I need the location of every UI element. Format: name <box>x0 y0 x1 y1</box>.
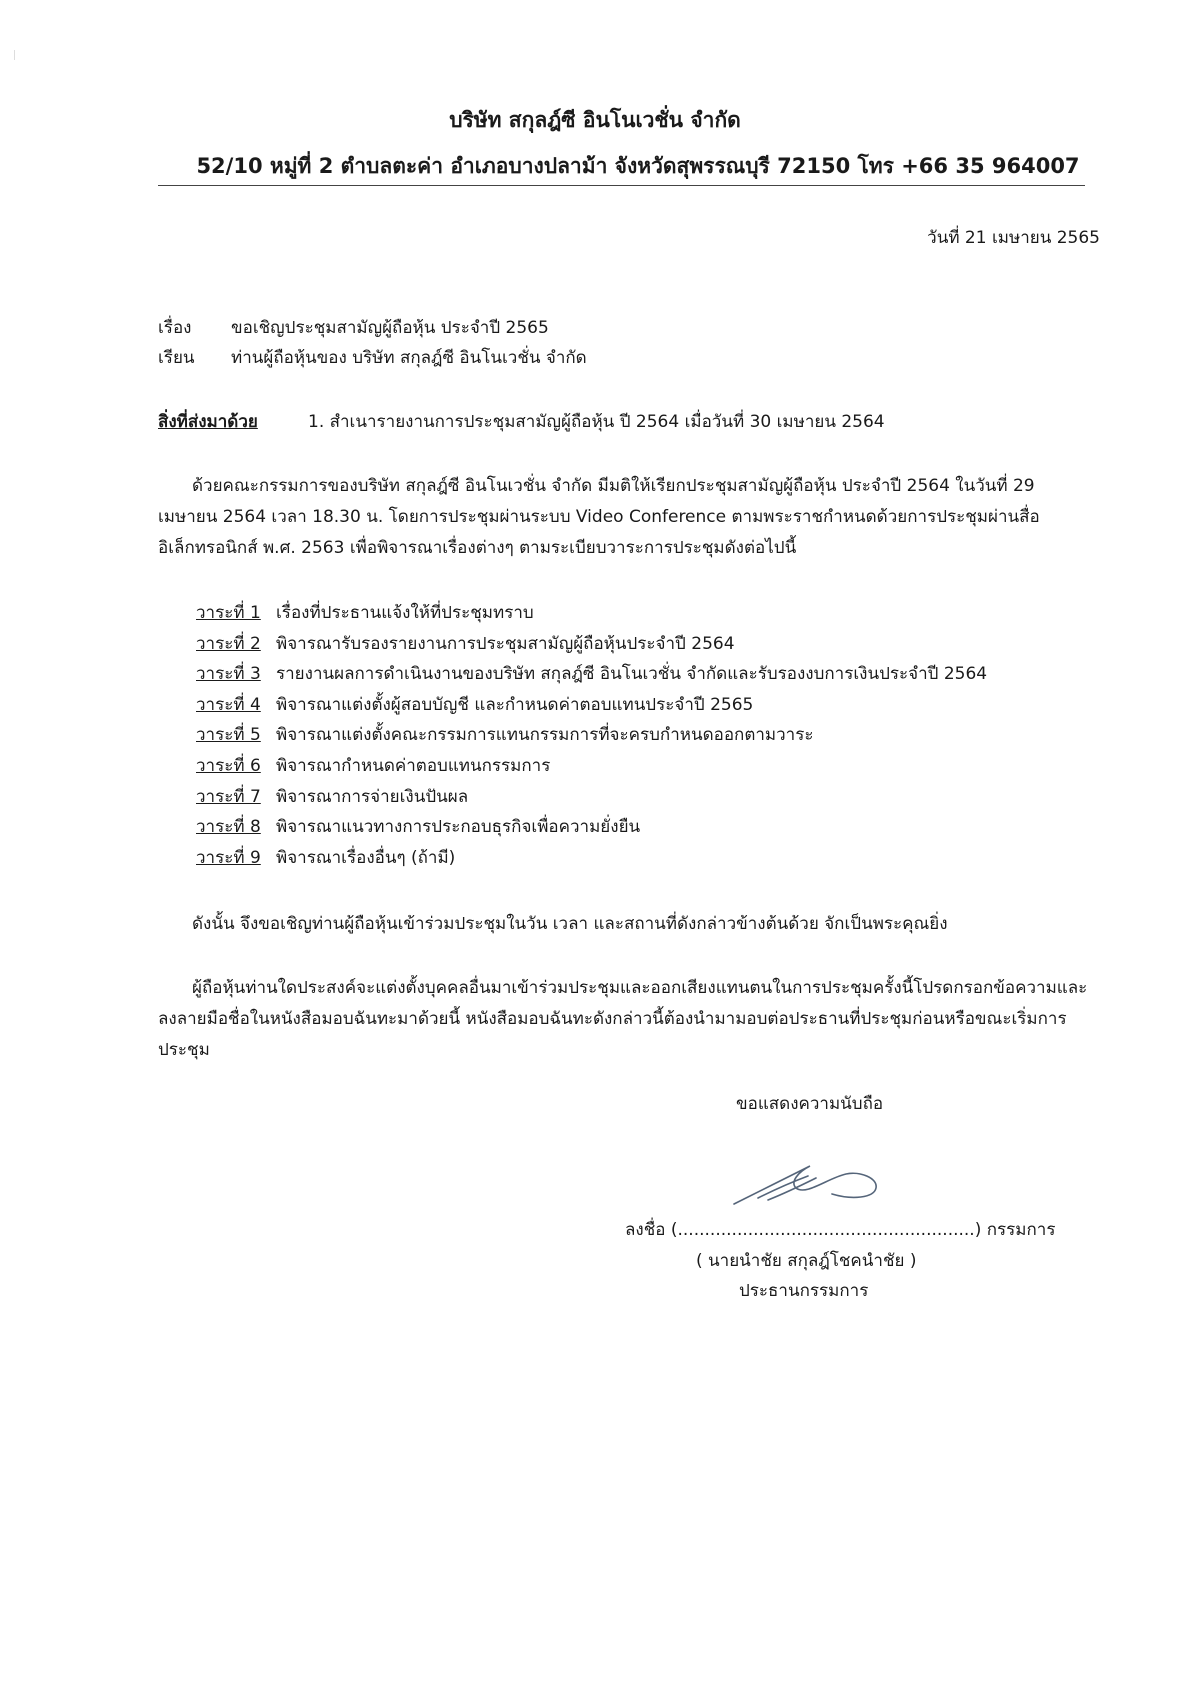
agenda-number: วาระที่ 6 <box>196 755 261 776</box>
agenda-item <box>196 629 987 660</box>
agenda-text: พิจารณากำหนดค่าตอบแทนกรรมการ <box>276 755 551 776</box>
signatory-position: ประธานกรรมการ <box>739 1281 869 1301</box>
agenda-item <box>196 782 987 813</box>
proxy-paragraph <box>158 973 1098 1066</box>
subject-label: เรื่อง <box>158 318 192 338</box>
agenda-number: วาระที่ 7 <box>196 786 261 807</box>
proxy-text: ผู้ถือหุ้นท่านใดประสงค์จะแต่งตั้งบุคคลอื่นมาเข้าร่วมประชุมและออกเสียงแทนตนในการประชุมครั้งนี้โปรดกรอกข้อความและลงลายมือชื่อในหนังสือมอบฉันทะมาด้วยนี้ หนังสือมอบฉันทะดังกล่าวนี้ต้องนำมามอบต่อประธานที่ประชุมก่อนหรือขณะเริ่มการประชุม <box>158 978 1088 1060</box>
agenda-text: รายงานผลการดำเนินงานของบริษัท สกุลฎ์ซี อินโนเวชั่น จำกัดและรับรองงบการเงินประจำปี 2564 <box>276 664 988 685</box>
company-address: 52/10 หมู่ที่ 2 ตำบลตะค่า อำเภอบางปลาม้า จังหวัดสุพรรณบุรี 72150 โทร +66 35 964007 <box>196 154 1080 178</box>
enclosure-value: 1. สำเนารายงานการประชุมสามัญผู้ถือหุ้น ปี 2564 เมื่อวันที่ 30 เมษายน 2564 <box>308 412 885 432</box>
signature-line: ลงชื่อ (.......................................................) กรรมการ <box>625 1220 1056 1240</box>
agenda-text: พิจารณาแต่งตั้งคณะกรรมการแทนกรรมการที่จะครบกำหนดออกตามวาระ <box>276 725 814 746</box>
agenda-number: วาระที่ 2 <box>196 633 261 654</box>
agenda-item <box>196 812 987 843</box>
agenda-number: วาระที่ 9 <box>196 847 261 868</box>
header-divider <box>158 185 1085 186</box>
company-name: บริษัท สกุลฎ์ซี อินโนเวชั่น จำกัด <box>449 108 741 132</box>
intro-text: ด้วยคณะกรรมการของบริษัท สกุลฎ์ซี อินโนเวชั่น จำกัด มีมติให้เรียกประชุมสามัญผู้ถือหุ้น ประจำปี 2564 ในวันที่ 29 เมษายน 2564 เวลา 18.30 น. โดยการประชุมผ่านระบบ Video Conference ตามพระราชกำหนดด้วยการประชุมผ่านสื่ออิเล็กทรอนิกส์ พ.ศ. 2563 เพื่อพิจารณาเรื่องต่างๆ ตามระเบียบวาระการประชุมดังต่อไปนี้ <box>158 476 1040 558</box>
agenda-item <box>196 751 987 782</box>
invitation-paragraph <box>158 912 1098 936</box>
scan-speck <box>14 50 15 60</box>
recipient-value: ท่านผู้ถือหุ้นของ บริษัท สกุลฎ์ซี อินโนเวชั่น จำกัด <box>231 348 587 368</box>
agenda-number: วาระที่ 8 <box>196 817 261 838</box>
enclosure-label: สิ่งที่ส่งมาด้วย <box>158 412 258 432</box>
agenda-number: วาระที่ 4 <box>196 694 261 715</box>
agenda-text: พิจารณารับรองรายงานการประชุมสามัญผู้ถือหุ้นประจำปี 2564 <box>276 633 735 654</box>
signatory-name: ( นายนำชัย สกุลฎ์โชคนำชัย ) <box>696 1251 917 1271</box>
agenda-item <box>196 690 987 721</box>
intro-paragraph <box>158 471 1098 564</box>
subject-value: ขอเชิญประชุมสามัญผู้ถือหุ้น ประจำปี 2565 <box>231 318 549 338</box>
agenda-text: พิจารณาเรื่องอื่นๆ (ถ้ามี) <box>276 847 456 868</box>
agenda-number: วาระที่ 5 <box>196 725 261 746</box>
agenda-text: พิจารณาแนวทางการประกอบธุรกิจเพื่อความยั่งยืน <box>276 817 641 838</box>
recipient-label: เรียน <box>158 348 195 368</box>
agenda-item <box>196 598 987 629</box>
letter-date: วันที่ 21 เมษายน 2565 <box>927 228 1100 248</box>
invitation-text: ดังนั้น จึงขอเชิญท่านผู้ถือหุ้นเข้าร่วมประชุมในวัน เวลา และสถานที่ดังกล่าวข้างต้นด้วย จักเป็นพระคุณยิ่ง <box>192 914 948 934</box>
agenda-list <box>196 598 987 873</box>
agenda-text: เรื่องที่ประธานแจ้งให้ที่ประชุมทราบ <box>276 603 534 623</box>
agenda-number: วาระที่ 1 <box>196 603 261 623</box>
agenda-text: พิจารณาแต่งตั้งผู้สอบบัญชี และกำหนดค่าตอบแทนประจำปี 2565 <box>276 694 754 715</box>
agenda-text: พิจารณาการจ่ายเงินปันผล <box>276 786 469 807</box>
closing-salutation: ขอแสดงความนับถือ <box>736 1094 884 1114</box>
agenda-item <box>196 659 987 690</box>
agenda-item <box>196 720 987 751</box>
agenda-item <box>196 843 987 874</box>
handwritten-signature <box>728 1148 888 1218</box>
agenda-number: วาระที่ 3 <box>196 664 261 685</box>
